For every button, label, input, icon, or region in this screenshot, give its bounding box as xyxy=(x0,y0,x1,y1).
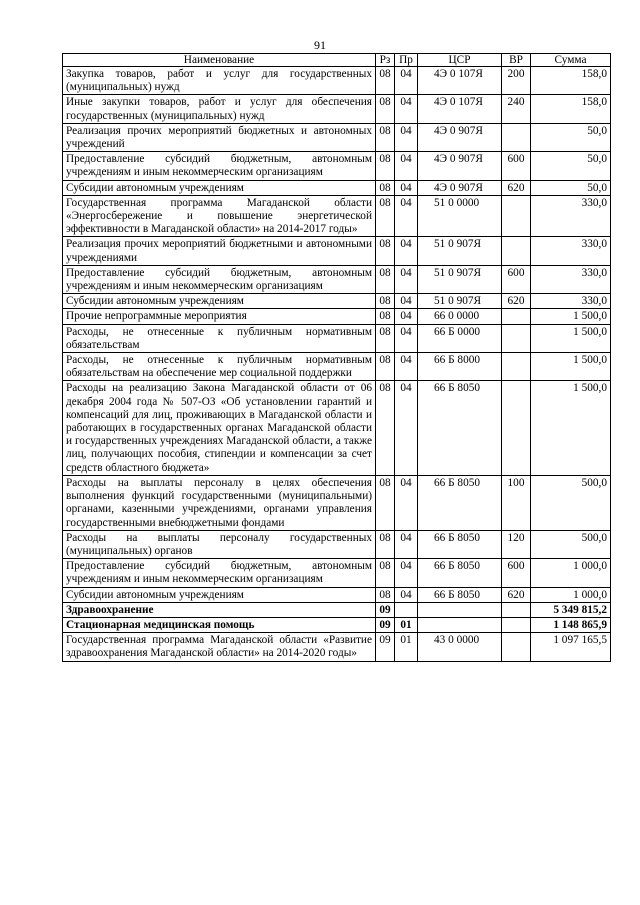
table-row xyxy=(63,294,611,309)
cell-rz: 08 xyxy=(376,123,395,151)
column-header-csr: ЦСР xyxy=(418,54,502,67)
cell-vr xyxy=(502,602,531,617)
cell-name: Прочие непрограммные мероприятия xyxy=(63,309,376,324)
cell-sum: 158,0 xyxy=(531,67,611,95)
cell-pr: 04 xyxy=(395,530,418,558)
cell-vr: 620 xyxy=(502,180,531,195)
table-row xyxy=(63,617,611,632)
cell-sum: 50,0 xyxy=(531,152,611,180)
cell-rz: 09 xyxy=(376,602,395,617)
cell-vr: 620 xyxy=(502,587,531,602)
cell-vr xyxy=(502,237,531,265)
cell-pr: 01 xyxy=(395,633,418,661)
column-header-vr: ВР xyxy=(502,54,531,67)
table-row xyxy=(63,353,611,381)
cell-vr: 620 xyxy=(502,294,531,309)
cell-csr: 51 0 0000 xyxy=(418,195,502,237)
cell-sum: 1 000,0 xyxy=(531,559,611,587)
cell-rz: 08 xyxy=(376,195,395,237)
cell-csr: 4Э 0 107Я xyxy=(418,67,502,95)
cell-pr: 04 xyxy=(395,353,418,381)
cell-vr xyxy=(502,309,531,324)
cell-pr: 04 xyxy=(395,309,418,324)
cell-name: Расходы, не отнесенные к публичным нормативным обязательствам xyxy=(63,324,376,352)
table-row xyxy=(63,381,611,475)
cell-pr: 04 xyxy=(395,123,418,151)
column-header-rz: Рз xyxy=(376,54,395,67)
cell-name: Реализация прочих мероприятий бюджетными и автономными учреждениями xyxy=(63,237,376,265)
cell-name: Предоставление субсидий бюджетным, автономным учреждениям и иным некоммерческим организациям xyxy=(63,559,376,587)
column-header-name: Наименование xyxy=(63,54,376,67)
column-header-pr: Пр xyxy=(395,54,418,67)
cell-sum: 5 349 815,2 xyxy=(531,602,611,617)
cell-csr: 66 Б 8050 xyxy=(418,530,502,558)
cell-sum: 330,0 xyxy=(531,294,611,309)
cell-sum: 1 500,0 xyxy=(531,353,611,381)
table-row xyxy=(63,95,611,123)
cell-sum: 500,0 xyxy=(531,530,611,558)
cell-rz: 08 xyxy=(376,381,395,475)
cell-name: Субсидии автономным учреждениям xyxy=(63,587,376,602)
cell-vr xyxy=(502,381,531,475)
cell-csr: 66 Б 8000 xyxy=(418,353,502,381)
cell-csr: 4Э 0 107Я xyxy=(418,95,502,123)
budget-table xyxy=(62,53,611,662)
cell-sum: 500,0 xyxy=(531,475,611,530)
table-row xyxy=(63,530,611,558)
cell-sum: 1 000,0 xyxy=(531,587,611,602)
cell-name: Иные закупки товаров, работ и услуг для обеспечения государственных (муниципальных) нужд xyxy=(63,95,376,123)
cell-rz: 08 xyxy=(376,294,395,309)
cell-sum: 1 097 165,5 xyxy=(531,633,611,661)
table-row xyxy=(63,180,611,195)
cell-name: Предоставление субсидий бюджетным, автономным учреждениям и иным некоммерческим организациям xyxy=(63,265,376,293)
table-row xyxy=(63,67,611,95)
cell-name: Расходы на реализацию Закона Магаданской области от 06 декабря 2004 года № 507-ОЗ «Об установлении гарантий и компенсаций для лиц, проживающих в Магаданской области и работающих в государственных органах Магаданской области и государственных учреждениях Магаданской области, а также лиц, получающих пособия, стипендии и компенсации за счет средств областного бюджета» xyxy=(63,381,376,475)
cell-sum: 1 500,0 xyxy=(531,381,611,475)
cell-vr: 600 xyxy=(502,152,531,180)
cell-rz: 08 xyxy=(376,67,395,95)
cell-csr: 4Э 0 907Я xyxy=(418,152,502,180)
cell-csr: 66 Б 8050 xyxy=(418,381,502,475)
cell-pr: 04 xyxy=(395,152,418,180)
cell-pr: 01 xyxy=(395,617,418,632)
table-header xyxy=(63,54,611,67)
cell-csr: 66 Б 0000 xyxy=(418,324,502,352)
cell-vr xyxy=(502,195,531,237)
cell-pr: 04 xyxy=(395,67,418,95)
cell-vr xyxy=(502,324,531,352)
cell-vr: 600 xyxy=(502,559,531,587)
cell-vr: 600 xyxy=(502,265,531,293)
cell-csr: 66 Б 8050 xyxy=(418,587,502,602)
cell-sum: 50,0 xyxy=(531,123,611,151)
cell-rz: 08 xyxy=(376,353,395,381)
cell-pr: 04 xyxy=(395,475,418,530)
cell-sum: 1 148 865,9 xyxy=(531,617,611,632)
cell-pr: 04 xyxy=(395,587,418,602)
cell-rz: 08 xyxy=(376,180,395,195)
cell-pr: 04 xyxy=(395,237,418,265)
cell-pr: 04 xyxy=(395,180,418,195)
cell-pr xyxy=(395,602,418,617)
cell-csr: 51 0 907Я xyxy=(418,294,502,309)
cell-rz: 08 xyxy=(376,324,395,352)
cell-name: Расходы на выплаты персоналу в целях обеспечения выполнения функций государственными (муниципальными) органами, казенными учреждениями, органами управления государственными внебюджетными фондами xyxy=(63,475,376,530)
cell-pr: 04 xyxy=(395,195,418,237)
cell-rz: 08 xyxy=(376,265,395,293)
cell-sum: 330,0 xyxy=(531,195,611,237)
page-number: 91 xyxy=(314,38,326,52)
cell-rz: 08 xyxy=(376,559,395,587)
cell-sum: 1 500,0 xyxy=(531,324,611,352)
table-row xyxy=(63,123,611,151)
cell-sum: 330,0 xyxy=(531,265,611,293)
cell-vr: 200 xyxy=(502,67,531,95)
cell-csr: 51 0 907Я xyxy=(418,265,502,293)
cell-csr: 43 0 0000 xyxy=(418,633,502,661)
cell-vr: 240 xyxy=(502,95,531,123)
cell-rz: 09 xyxy=(376,617,395,632)
table-row xyxy=(63,559,611,587)
table-row xyxy=(63,152,611,180)
cell-rz: 08 xyxy=(376,530,395,558)
cell-name: Государственная программа Магаданской области «Энергосбережение и повышение энергетической эффективности в Магаданской области» на 2014-2017 годы» xyxy=(63,195,376,237)
cell-name: Субсидии автономным учреждениям xyxy=(63,294,376,309)
cell-name: Реализация прочих мероприятий бюджетных и автономных учреждений xyxy=(63,123,376,151)
cell-pr: 04 xyxy=(395,559,418,587)
table-row xyxy=(63,309,611,324)
table-row xyxy=(63,265,611,293)
cell-rz: 08 xyxy=(376,587,395,602)
cell-sum: 330,0 xyxy=(531,237,611,265)
table-row xyxy=(63,602,611,617)
cell-vr xyxy=(502,353,531,381)
cell-csr: 66 Б 8050 xyxy=(418,559,502,587)
cell-csr: 4Э 0 907Я xyxy=(418,123,502,151)
cell-vr xyxy=(502,617,531,632)
table-row xyxy=(63,237,611,265)
cell-vr: 120 xyxy=(502,530,531,558)
header-row xyxy=(63,54,611,67)
cell-sum: 50,0 xyxy=(531,180,611,195)
table-row xyxy=(63,587,611,602)
cell-pr: 04 xyxy=(395,95,418,123)
cell-csr: 66 0 0000 xyxy=(418,309,502,324)
cell-pr: 04 xyxy=(395,265,418,293)
cell-pr: 04 xyxy=(395,381,418,475)
cell-vr xyxy=(502,633,531,661)
cell-rz: 08 xyxy=(376,95,395,123)
cell-name: Расходы на выплаты персоналу государственных (муниципальных) органов xyxy=(63,530,376,558)
cell-csr: 51 0 907Я xyxy=(418,237,502,265)
column-header-sum: Сумма xyxy=(531,54,611,67)
table-row xyxy=(63,633,611,661)
cell-csr: 66 Б 8050 xyxy=(418,475,502,530)
cell-vr xyxy=(502,123,531,151)
cell-rz: 08 xyxy=(376,309,395,324)
table-row xyxy=(63,475,611,530)
cell-csr xyxy=(418,617,502,632)
cell-csr xyxy=(418,602,502,617)
cell-rz: 08 xyxy=(376,237,395,265)
cell-name: Стационарная медицинская помощь xyxy=(63,617,376,632)
cell-name: Закупка товаров, работ и услуг для государственных (муниципальных) нужд xyxy=(63,67,376,95)
cell-pr: 04 xyxy=(395,294,418,309)
cell-pr: 04 xyxy=(395,324,418,352)
cell-csr: 4Э 0 907Я xyxy=(418,180,502,195)
cell-sum: 158,0 xyxy=(531,95,611,123)
cell-name: Здравоохранение xyxy=(63,602,376,617)
cell-name: Субсидии автономным учреждениям xyxy=(63,180,376,195)
cell-name: Предоставление субсидий бюджетным, автономным учреждениям и иным некоммерческим организациям xyxy=(63,152,376,180)
cell-sum: 1 500,0 xyxy=(531,309,611,324)
cell-rz: 08 xyxy=(376,152,395,180)
cell-vr: 100 xyxy=(502,475,531,530)
cell-rz: 09 xyxy=(376,633,395,661)
table-row xyxy=(63,195,611,237)
table-row xyxy=(63,324,611,352)
cell-name: Государственная программа Магаданской области «Развитие здравоохранения Магаданской области» на 2014-2020 годы» xyxy=(63,633,376,661)
cell-rz: 08 xyxy=(376,475,395,530)
table-body xyxy=(63,67,611,662)
cell-name: Расходы, не отнесенные к публичным нормативным обязательствам на обеспечение мер социальной поддержки xyxy=(63,353,376,381)
